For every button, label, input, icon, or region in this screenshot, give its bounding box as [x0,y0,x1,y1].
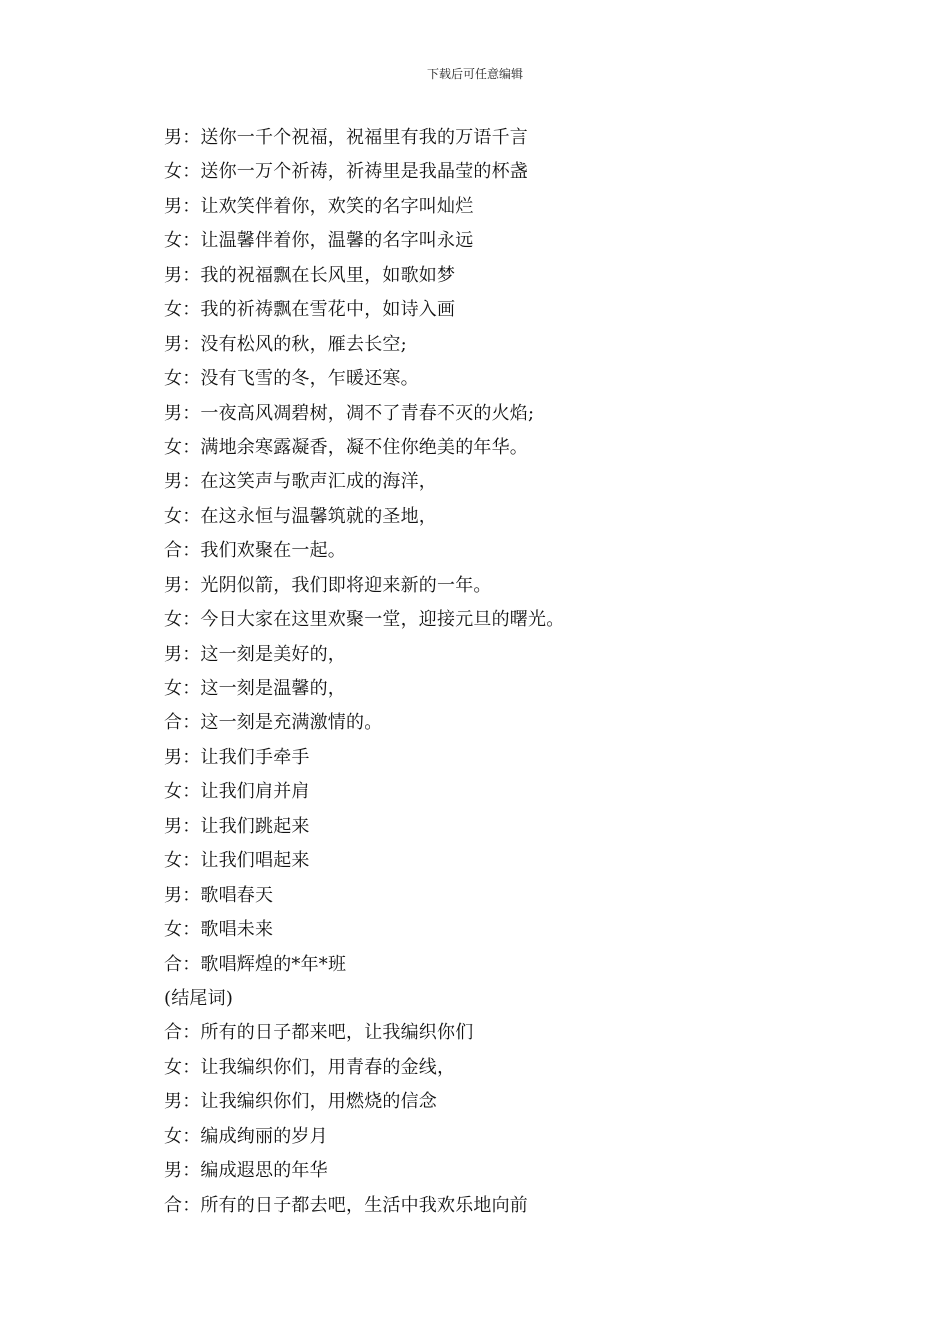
text-line: 男：送你一千个祝福，祝福里有我的万语千言 [164,127,528,148]
text-line: 男：让我们手牵手 [164,746,310,768]
text-line: 女：我的祈祷飘在雪花中，如诗入画 [164,299,456,321]
text-line: 女：让温馨伴着你，温馨的名字叫永远 [164,230,474,252]
text-line: 男：让我编织你们，用燃烧的信念 [164,1091,437,1113]
text-line: 女：让我编织你们，用青春的金线， [164,1056,456,1078]
text-line: 合：这一刻是充满激情的。 [164,712,383,734]
text-line: 男：在这笑声与歌声汇成的海洋， [164,471,437,493]
text-line: 男：一夜高风凋碧树，凋不了青春不灭的火焰; [164,402,535,424]
text-line: 男：光阴似箭，我们即将迎来新的一年。 [164,574,492,596]
text-line: 男：歌唱春天 [164,884,274,906]
text-line: 合：所有的日子都来吧，让我编织你们 [164,1022,474,1044]
text-line: 男：编成遐思的年华 [164,1160,328,1182]
text-line: 女：今日大家在这里欢聚一堂，迎接元旦的曙光。 [164,609,565,631]
text-line: 男：这一刻是美好的， [164,643,346,665]
page-header: 下载后可任意编辑 [426,67,523,81]
text-line: 女：在这永恒与温馨筑就的圣地， [164,505,437,527]
text-line: 女：这一刻是温馨的， [164,678,346,699]
text-line: 男：没有松风的秋，雁去长空; [164,333,407,355]
text-line: 合：歌唱辉煌的*年*班 [164,953,347,975]
section-label: (结尾词) [164,987,234,1009]
text-line: 合：所有的日子都去吧，生活中我欢乐地向前 [164,1194,528,1216]
text-line: 女：没有飞雪的冬，乍暖还寒。 [164,368,419,390]
text-line: 男：我的祝福飘在长风里，如歌如梦 [164,264,456,286]
text-line: 男：让欢笑伴着你，欢笑的名字叫灿烂 [164,195,474,217]
text-line: 女：编成绚丽的岁月 [164,1125,328,1147]
text-line: 男：让我们跳起来 [164,815,310,837]
text-line: 女：歌唱未来 [164,919,274,941]
text-line: 女：让我们肩并肩 [164,781,310,803]
text-line: 女：让我们唱起来 [164,850,310,872]
text-line: 合：我们欢聚在一起。 [164,540,346,562]
document-body [164,121,884,1223]
text-line: 女：满地余寒露凝香，凝不住你绝美的年华。 [164,436,528,458]
text-line: 女：送你一万个祈祷，祈祷里是我晶莹的杯盏 [164,161,528,183]
